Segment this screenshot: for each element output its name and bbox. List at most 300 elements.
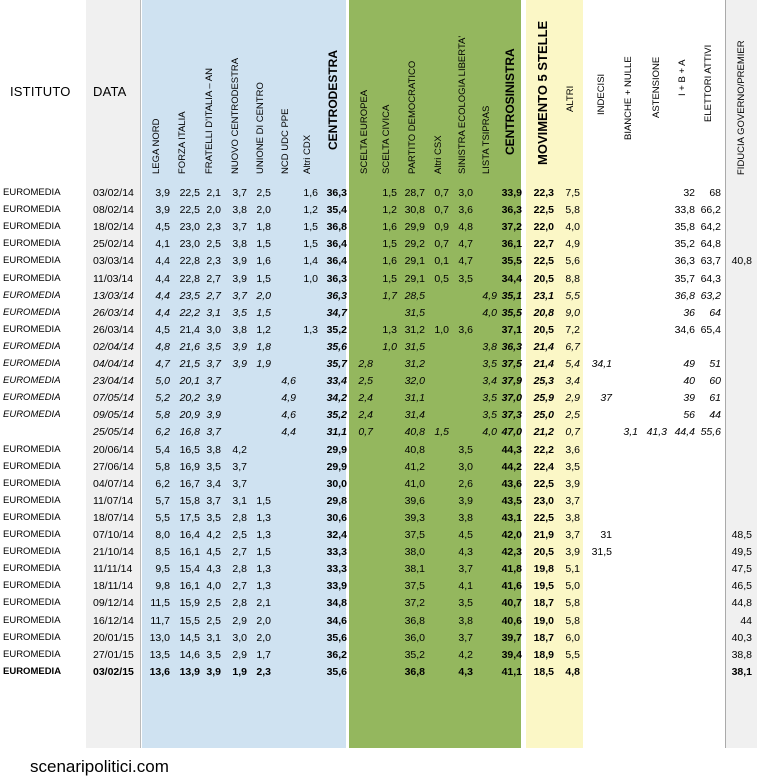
cell-cdx: 33,3 bbox=[326, 563, 347, 576]
cell-lega: 5,4 bbox=[155, 443, 170, 456]
cell-fi: 23,5 bbox=[179, 289, 200, 302]
cell-udc: 2,5 bbox=[256, 187, 271, 199]
cell-csx: 43,5 bbox=[501, 494, 522, 507]
cell-lega: 13,0 bbox=[149, 631, 170, 644]
cell-iba: 39 bbox=[683, 392, 695, 405]
cell-fdi: 2,7 bbox=[206, 289, 221, 302]
cell-alt: 6,0 bbox=[565, 631, 580, 644]
cell-pd: 32,0 bbox=[404, 375, 425, 388]
cell-fi: 22,2 bbox=[179, 306, 200, 319]
header-tsipras: LISTA TSIPRAS bbox=[481, 105, 492, 174]
cell-lega: 4,5 bbox=[155, 221, 170, 234]
cell-m5s: 21,4 bbox=[533, 340, 554, 353]
cell-ist: EUROMEDIA bbox=[3, 375, 61, 387]
cell-alt: 2,9 bbox=[565, 392, 580, 405]
cell-fi: 22,5 bbox=[179, 187, 200, 199]
cell-fi: 16,1 bbox=[179, 580, 200, 593]
cell-m5s: 19,5 bbox=[533, 580, 554, 593]
cell-sel: 3,6 bbox=[458, 323, 473, 336]
cell-sel: 3,8 bbox=[458, 614, 473, 627]
cell-lega: 13,5 bbox=[149, 648, 170, 661]
cell-pd: 39,3 bbox=[404, 511, 425, 524]
cell-ncd: 3,9 bbox=[232, 255, 247, 268]
cell-csx: 43,1 bbox=[501, 511, 522, 524]
cell-cdx: 34,7 bbox=[326, 306, 347, 319]
cell-date: 08/02/14 bbox=[93, 204, 134, 217]
table-row bbox=[0, 578, 757, 595]
cell-ea: 66,2 bbox=[700, 204, 721, 217]
header-elettori-attivi: ELETTORI ATTIVI bbox=[703, 44, 714, 122]
cell-sel: 4,1 bbox=[458, 580, 473, 593]
cell-pd: 40,8 bbox=[404, 426, 425, 439]
cell-date: 27/01/15 bbox=[93, 648, 134, 661]
cell-sel: 3,0 bbox=[458, 187, 473, 199]
cell-lega: 4,4 bbox=[155, 289, 170, 302]
cell-alt: 3,4 bbox=[565, 375, 580, 388]
cell-udc: 1,8 bbox=[256, 221, 271, 234]
cell-acdx: 1,4 bbox=[303, 255, 318, 268]
cell-fid: 44,8 bbox=[731, 597, 752, 610]
cell-ncd: 3,0 bbox=[232, 631, 247, 644]
cell-acsx: 0,7 bbox=[434, 238, 449, 251]
cell-alt: 3,9 bbox=[565, 477, 580, 490]
cell-cdx: 33,9 bbox=[326, 580, 347, 593]
cell-date: 26/03/14 bbox=[93, 306, 134, 319]
cell-fdi: 3,1 bbox=[206, 631, 221, 644]
cell-sel: 3,7 bbox=[458, 631, 473, 644]
cell-pd: 38,0 bbox=[404, 546, 425, 559]
cell-date: 16/12/14 bbox=[93, 614, 134, 627]
cell-lega: 5,7 bbox=[155, 494, 170, 507]
cell-sc: 1,0 bbox=[382, 340, 397, 353]
cell-cdx: 29,8 bbox=[326, 494, 347, 507]
cell-fdi: 3,7 bbox=[206, 375, 221, 388]
cell-sel: 3,7 bbox=[458, 563, 473, 576]
cell-sel: 3,5 bbox=[458, 272, 473, 285]
cell-m5s: 21,4 bbox=[533, 358, 554, 370]
cell-cdx: 33,3 bbox=[326, 546, 347, 559]
cell-date: 04/07/14 bbox=[93, 477, 134, 490]
cell-udc: 1,5 bbox=[256, 494, 271, 507]
cell-fi: 13,9 bbox=[179, 665, 200, 678]
cell-sel: 4,7 bbox=[458, 255, 473, 268]
cell-csx: 41,1 bbox=[501, 665, 522, 678]
cell-ea: 64,3 bbox=[700, 272, 721, 285]
cell-csx: 37,3 bbox=[501, 409, 522, 422]
cell-pd: 29,1 bbox=[404, 272, 425, 285]
cell-ist: EUROMEDIA bbox=[3, 631, 61, 643]
cell-udc: 2,3 bbox=[256, 665, 271, 678]
header-altri: ALTRI bbox=[565, 85, 576, 112]
cell-fdi: 2,1 bbox=[206, 187, 221, 199]
cell-ncd: 3,7 bbox=[232, 477, 247, 490]
cell-m5s: 22,4 bbox=[533, 460, 554, 473]
footer-source: scenaripolitici.com bbox=[30, 757, 169, 776]
cell-ppe: 4,6 bbox=[281, 409, 296, 422]
cell-alt: 0,7 bbox=[565, 426, 580, 439]
cell-date: 11/11/14 bbox=[93, 563, 133, 576]
cell-csx: 35,5 bbox=[501, 255, 522, 268]
cell-pd: 41,2 bbox=[404, 460, 425, 473]
cell-m5s: 18,5 bbox=[533, 665, 554, 678]
cell-m5s: 22,3 bbox=[533, 187, 554, 199]
cell-fdi: 4,3 bbox=[206, 563, 221, 576]
cell-date: 18/02/14 bbox=[93, 221, 134, 234]
cell-m5s: 21,2 bbox=[533, 426, 554, 439]
cell-fdi: 3,5 bbox=[206, 340, 221, 353]
cell-ist: EUROMEDIA bbox=[3, 255, 61, 267]
cell-fi: 20,1 bbox=[179, 375, 200, 388]
cell-pd: 30,8 bbox=[404, 204, 425, 217]
cell-sc: 1,7 bbox=[382, 289, 397, 302]
cell-udc: 1,5 bbox=[256, 306, 271, 319]
cell-alt: 4,9 bbox=[565, 238, 580, 251]
cell-m5s: 22,5 bbox=[533, 255, 554, 268]
cell-fi: 20,9 bbox=[179, 409, 200, 422]
cell-date: 20/06/14 bbox=[93, 443, 134, 456]
header-unione-centro: UNIONE DI CENTRO bbox=[255, 82, 266, 174]
cell-ncd: 2,7 bbox=[232, 546, 247, 559]
header-sel: SINISTRA ECOLOGIA LIBERTA' bbox=[457, 35, 468, 174]
cell-csx: 35,5 bbox=[501, 306, 522, 319]
cell-ncd: 3,9 bbox=[232, 358, 247, 370]
cell-fi: 22,8 bbox=[179, 272, 200, 285]
cell-cdx: 29,9 bbox=[326, 460, 347, 473]
cell-m5s: 18,7 bbox=[533, 631, 554, 644]
table-row bbox=[0, 476, 757, 493]
table-row bbox=[0, 510, 757, 527]
cell-m5s: 25,3 bbox=[533, 375, 554, 388]
cell-sc: 1,6 bbox=[382, 255, 397, 268]
cell-ncd: 3,5 bbox=[232, 306, 247, 319]
cell-lega: 4,4 bbox=[155, 272, 170, 285]
cell-cdx: 35,2 bbox=[326, 409, 347, 422]
cell-fid: 46,5 bbox=[731, 580, 752, 593]
cell-udc: 1,5 bbox=[256, 238, 271, 251]
cell-sel: 4,2 bbox=[458, 648, 473, 661]
header-fratelli-italia: FRATELLI D'ITALIA – AN bbox=[204, 68, 215, 174]
header-forza-italia: FORZA ITALIA bbox=[177, 111, 188, 174]
cell-iba: 36,3 bbox=[674, 255, 695, 268]
table-row bbox=[0, 493, 757, 510]
header-centrodestra: CENTRODESTRA bbox=[326, 49, 340, 150]
cell-ncd: 2,8 bbox=[232, 563, 247, 576]
cell-udc: 1,5 bbox=[256, 546, 271, 559]
cell-ist: EUROMEDIA bbox=[3, 323, 61, 335]
cell-ist: EUROMEDIA bbox=[3, 546, 61, 558]
cell-lega: 8,5 bbox=[155, 546, 170, 559]
cell-iba: 35,8 bbox=[674, 221, 695, 234]
cell-ncd: 2,9 bbox=[232, 648, 247, 661]
cell-fdi: 3,9 bbox=[206, 392, 221, 405]
cell-udc: 1,9 bbox=[256, 358, 271, 370]
cell-acsx: 0,1 bbox=[434, 255, 449, 268]
cell-tsi: 3,8 bbox=[482, 340, 497, 353]
cell-tsi: 3,4 bbox=[482, 375, 497, 388]
cell-sel: 4,3 bbox=[458, 546, 473, 559]
cell-fi: 21,4 bbox=[179, 323, 200, 336]
cell-m5s: 22,5 bbox=[533, 477, 554, 490]
cell-csx: 43,6 bbox=[501, 477, 522, 490]
cell-fi: 15,9 bbox=[179, 597, 200, 610]
header-scelta-europea: SCELTA EUROPEA bbox=[359, 89, 370, 174]
cell-date: 20/01/15 bbox=[93, 631, 134, 644]
table-row bbox=[0, 322, 757, 339]
cell-alt: 4,8 bbox=[565, 665, 580, 678]
cell-alt: 5,5 bbox=[565, 289, 580, 302]
cell-cdx: 34,2 bbox=[326, 392, 347, 405]
cell-date: 07/10/14 bbox=[93, 529, 134, 541]
table-row bbox=[0, 613, 757, 630]
cell-date: 18/11/14 bbox=[93, 580, 134, 593]
cell-lega: 5,8 bbox=[155, 460, 170, 473]
cell-ist: EUROMEDIA bbox=[3, 392, 61, 404]
cell-m5s: 20,5 bbox=[533, 323, 554, 336]
cell-udc: 1,3 bbox=[256, 529, 271, 541]
cell-ncd: 3,9 bbox=[232, 340, 247, 353]
cell-acdx: 1,5 bbox=[303, 238, 318, 251]
table-row bbox=[0, 219, 757, 236]
cell-alt: 5,6 bbox=[565, 255, 580, 268]
cell-cdx: 32,4 bbox=[326, 529, 347, 541]
cell-cdx: 36,4 bbox=[326, 238, 347, 251]
cell-fi: 21,6 bbox=[179, 340, 200, 353]
table-row bbox=[0, 305, 757, 322]
cell-csx: 37,1 bbox=[501, 323, 522, 336]
table-row bbox=[0, 424, 757, 441]
cell-m5s: 23,0 bbox=[533, 494, 554, 507]
cell-fdi: 2,0 bbox=[206, 204, 221, 217]
cell-ist: EUROMEDIA bbox=[3, 358, 61, 369]
cell-ist: EUROMEDIA bbox=[3, 648, 61, 660]
cell-lega: 4,4 bbox=[155, 306, 170, 319]
cell-sel: 4,3 bbox=[458, 665, 473, 678]
cell-fdi: 3,9 bbox=[206, 665, 221, 678]
cell-ist: EUROMEDIA bbox=[3, 580, 61, 592]
cell-fi: 22,8 bbox=[179, 255, 200, 268]
cell-fid: 40,8 bbox=[731, 255, 752, 268]
cell-se: 0,7 bbox=[358, 426, 373, 439]
header-altri-csx: Altri CSX bbox=[433, 135, 444, 174]
cell-sel: 3,5 bbox=[458, 597, 473, 610]
cell-ist: EUROMEDIA bbox=[3, 204, 61, 216]
table-row bbox=[0, 664, 757, 681]
header-ncd-udc-ppe: NCD UDC PPE bbox=[280, 108, 291, 174]
cell-ea: 64,8 bbox=[700, 238, 721, 251]
cell-m5s: 22,5 bbox=[533, 204, 554, 217]
cell-cdx: 35,4 bbox=[326, 204, 347, 217]
cell-fi: 23,0 bbox=[179, 238, 200, 251]
cell-iba: 56 bbox=[683, 409, 695, 422]
cell-ist: EUROMEDIA bbox=[3, 477, 61, 489]
cell-tsi: 4,0 bbox=[482, 426, 497, 439]
cell-ncd: 2,5 bbox=[232, 529, 247, 541]
cell-csx: 39,4 bbox=[501, 648, 522, 661]
cell-lega: 3,9 bbox=[155, 204, 170, 217]
cell-sc: 1,5 bbox=[382, 187, 397, 199]
cell-csx: 39,7 bbox=[501, 631, 522, 644]
cell-cdx: 35,7 bbox=[326, 358, 347, 370]
table-row bbox=[0, 339, 757, 356]
cell-m5s: 25,0 bbox=[533, 409, 554, 422]
table-row bbox=[0, 390, 757, 407]
header-bianche-nulle: BIANCHE + NULLE bbox=[623, 56, 634, 140]
cell-fi: 22,5 bbox=[179, 204, 200, 217]
cell-pd: 28,5 bbox=[404, 289, 425, 302]
table-row bbox=[0, 236, 757, 253]
cell-alt: 7,2 bbox=[565, 323, 580, 336]
cell-ncd: 4,2 bbox=[232, 443, 247, 456]
cell-csx: 37,5 bbox=[501, 358, 522, 370]
cell-tsi: 3,5 bbox=[482, 358, 497, 370]
cell-lega: 4,8 bbox=[155, 340, 170, 353]
cell-ea: 63,7 bbox=[700, 255, 721, 268]
cell-ea: 65,4 bbox=[700, 323, 721, 336]
header-data: DATA bbox=[93, 84, 127, 99]
cell-pd: 40,8 bbox=[404, 443, 425, 456]
table-row bbox=[0, 442, 757, 459]
cell-alt: 7,5 bbox=[565, 187, 580, 199]
cell-alt: 2,5 bbox=[565, 409, 580, 422]
cell-date: 11/03/14 bbox=[93, 272, 134, 285]
cell-date: 26/03/14 bbox=[93, 323, 134, 336]
cell-m5s: 20,8 bbox=[533, 306, 554, 319]
cell-csx: 37,9 bbox=[501, 375, 522, 388]
cell-pd: 29,9 bbox=[404, 221, 425, 234]
cell-fdi: 3,0 bbox=[206, 323, 221, 336]
cell-lega: 8,0 bbox=[155, 529, 170, 541]
cell-alt: 3,7 bbox=[565, 494, 580, 507]
cell-sc: 1,2 bbox=[382, 204, 397, 217]
cell-fid: 38,1 bbox=[731, 665, 752, 678]
cell-alt: 3,7 bbox=[565, 529, 580, 541]
cell-alt: 4,0 bbox=[565, 221, 580, 234]
cell-pd: 31,2 bbox=[404, 358, 425, 370]
cell-ppe: 4,6 bbox=[281, 375, 296, 388]
table-row bbox=[0, 407, 757, 424]
table-row bbox=[0, 202, 757, 219]
cell-sel: 3,0 bbox=[458, 460, 473, 473]
cell-fi: 16,5 bbox=[179, 443, 200, 456]
cell-m5s: 18,9 bbox=[533, 648, 554, 661]
cell-alt: 3,8 bbox=[565, 511, 580, 524]
cell-acsx: 0,9 bbox=[434, 221, 449, 234]
cell-m5s: 21,9 bbox=[533, 529, 554, 541]
header-partito-democratico: PARTITO DEMOCRATICO bbox=[407, 60, 418, 174]
cell-m5s: 25,9 bbox=[533, 392, 554, 405]
cell-ncd: 3,7 bbox=[232, 289, 247, 302]
cell-csx: 34,4 bbox=[501, 272, 522, 285]
cell-sel: 4,8 bbox=[458, 221, 473, 234]
cell-ncd: 2,9 bbox=[232, 614, 247, 627]
cell-fdi: 4,0 bbox=[206, 580, 221, 593]
table-row bbox=[0, 185, 757, 202]
cell-date: 27/06/14 bbox=[93, 460, 134, 473]
cell-pd: 28,7 bbox=[404, 187, 425, 199]
cell-sel: 4,7 bbox=[458, 238, 473, 251]
cell-fdi: 3,7 bbox=[206, 426, 221, 439]
cell-pd: 39,6 bbox=[404, 494, 425, 507]
cell-ist: EUROMEDIA bbox=[3, 306, 61, 318]
cell-fi: 15,5 bbox=[179, 614, 200, 627]
cell-ea: 64 bbox=[709, 306, 721, 319]
cell-fid: 47,5 bbox=[731, 563, 752, 576]
cell-acdx: 1,2 bbox=[303, 204, 318, 217]
cell-fid: 38,8 bbox=[731, 648, 752, 661]
cell-iba: 34,6 bbox=[674, 323, 695, 336]
cell-fdi: 4,5 bbox=[206, 546, 221, 559]
cell-lega: 5,0 bbox=[155, 375, 170, 388]
cell-fid: 40,3 bbox=[731, 631, 752, 644]
cell-date: 03/02/15 bbox=[93, 665, 134, 678]
cell-acdx: 1,3 bbox=[303, 323, 318, 336]
cell-pd: 37,5 bbox=[404, 580, 425, 593]
cell-csx: 47,0 bbox=[501, 426, 522, 439]
cell-fdi: 3,4 bbox=[206, 477, 221, 490]
cell-date: 25/05/14 bbox=[93, 426, 134, 439]
cell-date: 09/12/14 bbox=[93, 597, 134, 610]
cell-lega: 6,2 bbox=[155, 426, 170, 439]
cell-ea: 63,2 bbox=[700, 289, 721, 302]
cell-m5s: 22,2 bbox=[533, 443, 554, 456]
cell-fi: 14,5 bbox=[179, 631, 200, 644]
cell-lega: 11,7 bbox=[150, 614, 170, 627]
cell-iba: 36,8 bbox=[674, 289, 695, 302]
cell-cdx: 31,1 bbox=[326, 426, 347, 439]
cell-udc: 2,0 bbox=[256, 631, 271, 644]
cell-date: 23/04/14 bbox=[93, 375, 134, 388]
cell-ea: 61 bbox=[709, 392, 721, 405]
table-row bbox=[0, 647, 757, 664]
cell-ind: 34,1 bbox=[591, 358, 612, 370]
cell-ncd: 2,8 bbox=[232, 597, 247, 610]
cell-ist: EUROMEDIA bbox=[3, 221, 61, 233]
cell-udc: 1,7 bbox=[256, 648, 271, 661]
cell-pd: 31,5 bbox=[404, 306, 425, 319]
table-row bbox=[0, 527, 757, 544]
cell-m5s: 20,5 bbox=[533, 272, 554, 285]
cell-csx: 40,6 bbox=[501, 614, 522, 627]
cell-fi: 16,8 bbox=[179, 426, 200, 439]
cell-fdi: 3,5 bbox=[206, 460, 221, 473]
cell-date: 21/10/14 bbox=[93, 546, 134, 559]
cell-ncd: 3,1 bbox=[232, 494, 247, 507]
cell-alt: 5,5 bbox=[565, 648, 580, 661]
cell-udc: 1,2 bbox=[256, 323, 271, 336]
cell-udc: 2,0 bbox=[256, 289, 271, 302]
cell-ncd: 3,7 bbox=[232, 460, 247, 473]
cell-date: 03/02/14 bbox=[93, 187, 134, 199]
cell-sel: 3,8 bbox=[458, 511, 473, 524]
cell-pd: 35,2 bbox=[404, 648, 425, 661]
cell-alt: 5,8 bbox=[565, 597, 580, 610]
cell-m5s: 18,7 bbox=[533, 597, 554, 610]
table-row bbox=[0, 544, 757, 561]
cell-pd: 38,1 bbox=[404, 563, 425, 576]
cell-ea: 44 bbox=[709, 409, 721, 422]
cell-ist: EUROMEDIA bbox=[3, 238, 61, 250]
cell-pd: 31,2 bbox=[404, 323, 425, 336]
cell-lega: 9,5 bbox=[155, 563, 170, 576]
cell-fdi: 4,2 bbox=[206, 529, 221, 541]
cell-fdi: 2,3 bbox=[206, 255, 221, 268]
cell-iba: 32 bbox=[683, 187, 695, 199]
cell-ncd: 3,7 bbox=[232, 221, 247, 234]
cell-date: 03/03/14 bbox=[93, 255, 134, 268]
table-row bbox=[0, 356, 757, 373]
header-m5s: MOVIMENTO 5 STELLE bbox=[535, 20, 550, 165]
cell-sc: 1,6 bbox=[382, 221, 397, 234]
